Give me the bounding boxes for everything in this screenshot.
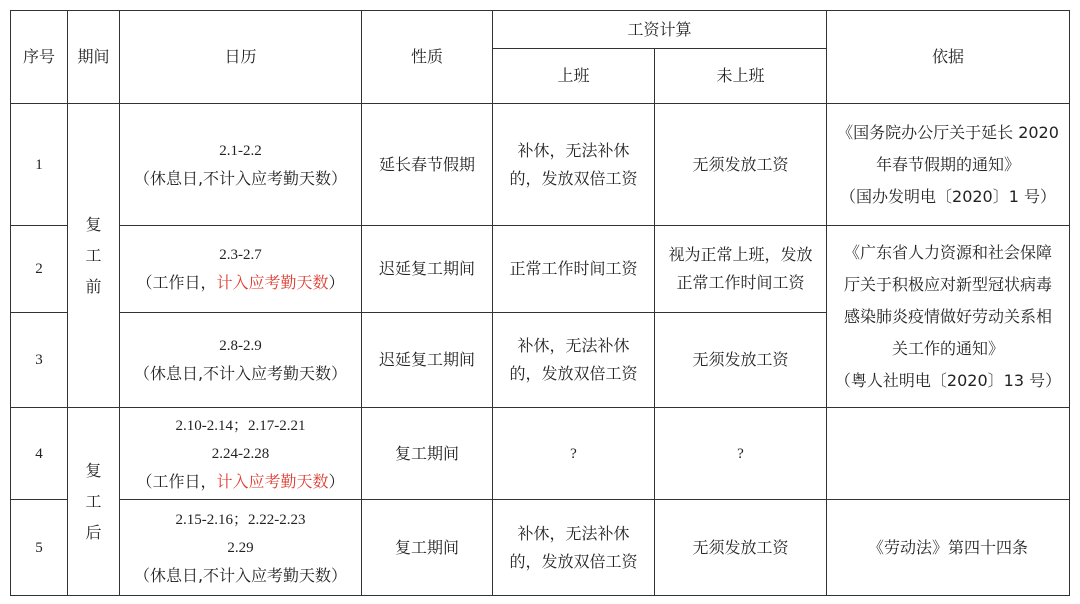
calendar-note: （休息日,不计入应考勤天数）	[133, 168, 348, 188]
table-row	[11, 408, 1070, 500]
period-char: 复	[85, 215, 102, 234]
basis-line: 厅关于积极应对新型冠状病毒	[844, 274, 1053, 294]
not-at-work-cell: 无须发放工资	[655, 104, 827, 226]
row-seq: 3	[11, 313, 68, 408]
header-seq: 序号	[11, 11, 68, 104]
basis-line: 关工作的通知》	[892, 338, 1005, 358]
period-char: 工	[85, 246, 102, 265]
nature-cell: 迟延复工期间	[362, 313, 493, 408]
at-work-line: 的，发放双倍工资	[509, 168, 638, 188]
header-not-at-work: 未上班	[655, 49, 827, 104]
period-char: 工	[85, 492, 102, 511]
header-row-1	[11, 11, 1070, 49]
basis-cell	[827, 226, 1070, 408]
at-work-cell: 正常工作时间工资	[493, 226, 655, 313]
at-work-line: 补休，无法补休	[517, 336, 630, 355]
at-work-line: 补休，无法补休	[517, 523, 630, 543]
calendar-dates: 2.10-2.14；2.17-2.21	[175, 417, 306, 434]
basis-cell: 《劳动法》第四十四条	[827, 500, 1070, 596]
calendar-dates: 2.15-2.16；2.22-2.23	[175, 511, 306, 528]
calendar-note-highlight: 计入应考勤天数	[216, 273, 329, 292]
at-work-line: 的，发放双倍工资	[509, 551, 638, 571]
not-at-work-line: 正常工作时间工资	[676, 273, 805, 292]
not-at-work-cell: ?	[655, 408, 827, 500]
basis-line: 《广东省人力资源和社会保障	[844, 242, 1053, 262]
table-row	[11, 500, 1070, 596]
at-work-cell	[493, 104, 655, 226]
not-at-work-cell: 无须发放工资	[655, 500, 827, 596]
calendar-note-suffix: ）	[328, 471, 345, 491]
header-wage-calc: 工资计算	[493, 11, 827, 49]
calendar-note-prefix: （工作日，	[136, 273, 217, 292]
basis-line: （国办发明电〔2020〕1 号）	[840, 186, 1057, 206]
calendar-dates: 2.29	[227, 539, 254, 556]
not-at-work-line: 视为正常上班，发放	[668, 245, 813, 264]
at-work-cell	[493, 313, 655, 408]
calendar-dates: 2.24-2.28	[211, 445, 270, 462]
calendar-cell	[120, 500, 362, 596]
period-char: 前	[85, 277, 102, 296]
calendar-note-suffix: ）	[328, 273, 345, 292]
header-at-work: 上班	[493, 49, 655, 104]
calendar-note-prefix: （工作日，	[136, 471, 217, 491]
row-seq: 4	[11, 408, 68, 500]
basis-line: 年春节假期的通知》	[876, 154, 1021, 174]
nature-cell: 复工期间	[362, 500, 493, 596]
row-seq: 1	[11, 104, 68, 226]
calendar-note: （休息日,不计入应考勤天数）	[133, 364, 348, 383]
at-work-cell: ?	[493, 408, 655, 500]
calendar-cell	[120, 226, 362, 313]
basis-cell	[827, 104, 1070, 226]
calendar-dates: 2.3-2.7	[219, 247, 262, 263]
table-row	[11, 226, 1070, 313]
nature-cell: 复工期间	[362, 408, 493, 500]
calendar-cell	[120, 104, 362, 226]
basis-line: 感染肺炎疫情做好劳动关系相	[844, 306, 1053, 326]
calendar-dates: 2.1-2.2	[219, 142, 262, 159]
calendar-dates: 2.8-2.9	[219, 338, 262, 354]
calendar-note	[124, 269, 357, 297]
row-seq: 2	[11, 226, 68, 313]
row-seq: 5	[11, 500, 68, 596]
calendar-cell	[120, 408, 362, 500]
header-nature: 性质	[362, 11, 493, 104]
calendar-note: （休息日,不计入应考勤天数）	[133, 565, 348, 585]
not-at-work-cell: 无须发放工资	[655, 313, 827, 408]
table-row	[11, 104, 1070, 226]
header-period: 期间	[68, 11, 120, 104]
header-basis: 依据	[827, 11, 1070, 104]
calendar-cell	[120, 313, 362, 408]
calendar-note	[124, 468, 357, 496]
at-work-line: 补休，无法补休	[517, 140, 630, 160]
basis-line: （粤人社明电〔2020〕13 号）	[834, 370, 1062, 390]
not-at-work-cell	[655, 226, 827, 313]
at-work-line: 的，发放双倍工资	[509, 364, 638, 383]
period-after-cell	[68, 408, 120, 596]
wage-calculation-table	[10, 10, 1070, 596]
nature-cell: 延长春节假期	[362, 104, 493, 226]
basis-cell-empty	[827, 408, 1070, 500]
nature-cell: 迟延复工期间	[362, 226, 493, 313]
period-before-cell	[68, 104, 120, 408]
calendar-note-highlight: 计入应考勤天数	[216, 471, 329, 491]
period-char: 复	[85, 461, 102, 480]
basis-line: 《国务院办公厅关于延长 2020	[837, 122, 1059, 142]
header-calendar: 日历	[120, 11, 362, 104]
at-work-cell	[493, 500, 655, 596]
period-char: 后	[85, 523, 102, 542]
